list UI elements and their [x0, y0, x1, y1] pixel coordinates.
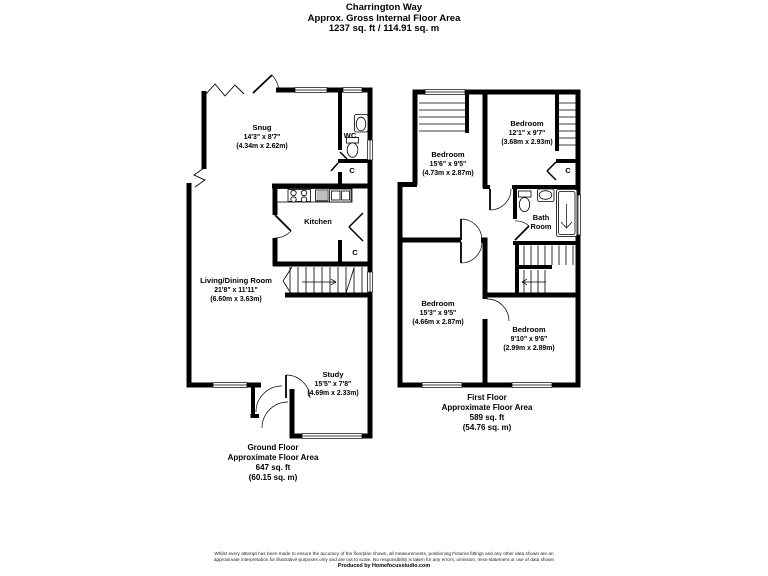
toilet-icon: [519, 191, 532, 197]
room-label-bathroom: Bath Room: [530, 213, 552, 231]
disclaimer-line1: Whilst every attempt has been made to ensure the accuracy of the floorplan shown, all measurements, positioning Fixtures fittings and any other data shown are an: [214, 551, 554, 556]
stairs-icon: [283, 267, 362, 295]
room-label-wc: WC: [343, 131, 357, 140]
gross-area-label: Approx. Gross Internal Floor Area: [307, 12, 461, 24]
ground-floor-title: Ground Floor: [247, 443, 299, 452]
cupboard-label-kitchen: C: [352, 248, 358, 257]
plan-header: [0, 3, 768, 35]
ground-floor-area-m: (60.15 sq. m): [248, 473, 298, 482]
ground-floor-area-ft: 647 sq. ft: [255, 463, 291, 472]
first-floor-area-label: Approximate Floor Area: [441, 403, 533, 412]
room-label-snug: Snug 14'3" x 8'7" (4.34m x 2.62m): [236, 123, 288, 150]
first-floor-area-ft: 589 sq. ft: [469, 413, 505, 422]
gross-area-value: 1237 sq. ft / 114.91 sq. m: [328, 23, 440, 34]
producer-credit: Produced by Homefocusstudio.com: [337, 562, 431, 569]
disclaimer-line2: approximate interpretation for illustrative purposes only and are not to scale. No responsibility is taken for any errors, omission, miss-statement or use of data shown: [213, 556, 555, 562]
drainer-icon: [316, 190, 329, 201]
room-label-bedroom2: Bedroom 12'1" x 9'7" (3.68m x 2.93m): [501, 119, 553, 146]
room-label-study: Study 15'5" x 7'8" (4.69m x 2.33m): [307, 370, 359, 397]
first-floor-summary: [442, 393, 533, 433]
room-label-kitchen: Kitchen: [304, 217, 332, 226]
disclaimer: [0, 551, 768, 570]
cupboard-label-hall: C: [349, 166, 355, 175]
room-label-living-dining: Living/Dining Room 21'8" x 11'11" (6.60m x 3.63m): [200, 276, 272, 303]
ground-floor-area-label: Approximate Floor Area: [227, 453, 319, 462]
property-name: Charrington Way: [345, 2, 423, 13]
room-label-bedroom1: Bedroom 15'6" x 9'5" (4.73m x 2.87m): [422, 150, 474, 177]
cupboard-label-first-floor: C: [565, 166, 571, 175]
ground-floor-summary: [228, 443, 319, 483]
room-label-bedroom3: Bedroom 15'3" x 9'5" (4.66m x 2.87m): [412, 299, 464, 326]
first-floor-title: First Floor: [467, 393, 507, 402]
first-floor-area-m: (54.76 sq. m): [462, 423, 512, 432]
eaves-hatch: [419, 103, 577, 145]
room-label-bedroom4: Bedroom 9'10" x 9'6" (2.99m x 2.89m): [503, 325, 555, 352]
